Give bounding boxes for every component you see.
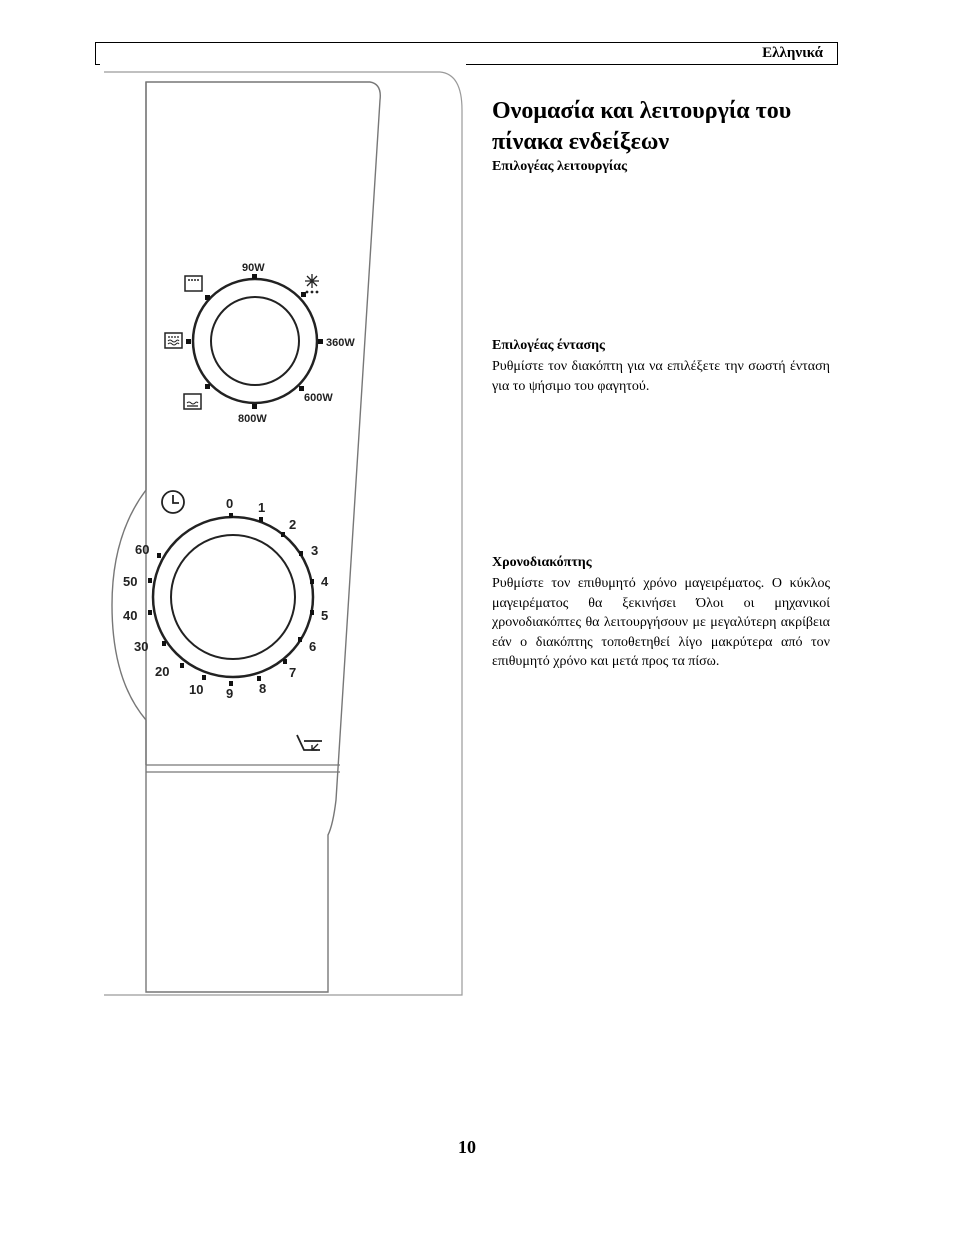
timer-heading: Χρονοδιακόπτης: [492, 555, 592, 570]
timer-label-10: 10: [189, 682, 204, 697]
timer-label-5: 5: [321, 608, 329, 623]
clock-icon: [162, 491, 184, 513]
door-open-icon: [297, 735, 322, 750]
timer-label-20: 20: [155, 664, 170, 679]
power-label-800w: 800W: [238, 413, 267, 425]
timer-label-60: 60: [135, 542, 150, 557]
timer-label-8: 8: [259, 681, 267, 696]
timer-label-9: 9: [226, 686, 234, 701]
combi-grill-icon: [165, 333, 182, 348]
function-selector-heading: Επιλογέας λειτουργίας: [492, 159, 627, 174]
power-label-600w: 600W: [304, 392, 333, 404]
power-selector-text: Ρυθμίστε τον διακόπτη για να επιλέξετε την σωστή ένταση για το ψήσιμο του φαγητού.: [492, 359, 830, 394]
page-title: Ονομασία και λειτουργία του πίνακα ενδείξεων: [492, 98, 792, 155]
power-label-90w: 90W: [242, 262, 265, 274]
timer-label-6: 6: [309, 639, 317, 654]
timer-label-7: 7: [289, 665, 297, 680]
power-label-360w: 360W: [326, 337, 355, 349]
timer-label-40: 40: [123, 608, 138, 623]
grill-icon: [185, 276, 202, 291]
control-panel-diagram: [100, 60, 470, 1005]
timer-label-3: 3: [311, 543, 319, 558]
timer-text: Ρυθμίστε τον επιθυμητό χρόνο μαγειρέματος. Ο κύκλος μαγειρέματος θα ξεκινήσει Όλοι οι μηχανικοί χρονοδιακόπτες θα λειτουργήσουν με μεγαλύτερη ακρίβεια εάν ο διακόπτης τοποθετηθεί λίγο μακρύτερα από τον επιθυμητό χρόνο και μετά προς τα πίσω.: [492, 576, 830, 670]
timer-label-1: 1: [258, 500, 266, 515]
power-dial: [165, 262, 355, 425]
power-selector-heading: Επιλογέας έντασης: [492, 338, 605, 353]
timer-label-50: 50: [123, 574, 138, 589]
defrost-icon: [305, 274, 319, 293]
timer-label-4: 4: [321, 574, 329, 589]
timer-label-30: 30: [134, 639, 149, 654]
timer-dial: [123, 491, 329, 701]
page-number: 10: [458, 1137, 476, 1157]
timer-label-2: 2: [289, 517, 297, 532]
language-label: Ελληνικά: [762, 45, 823, 61]
timer-label-0: 0: [226, 496, 234, 511]
combi-microwave-icon: [184, 394, 201, 409]
